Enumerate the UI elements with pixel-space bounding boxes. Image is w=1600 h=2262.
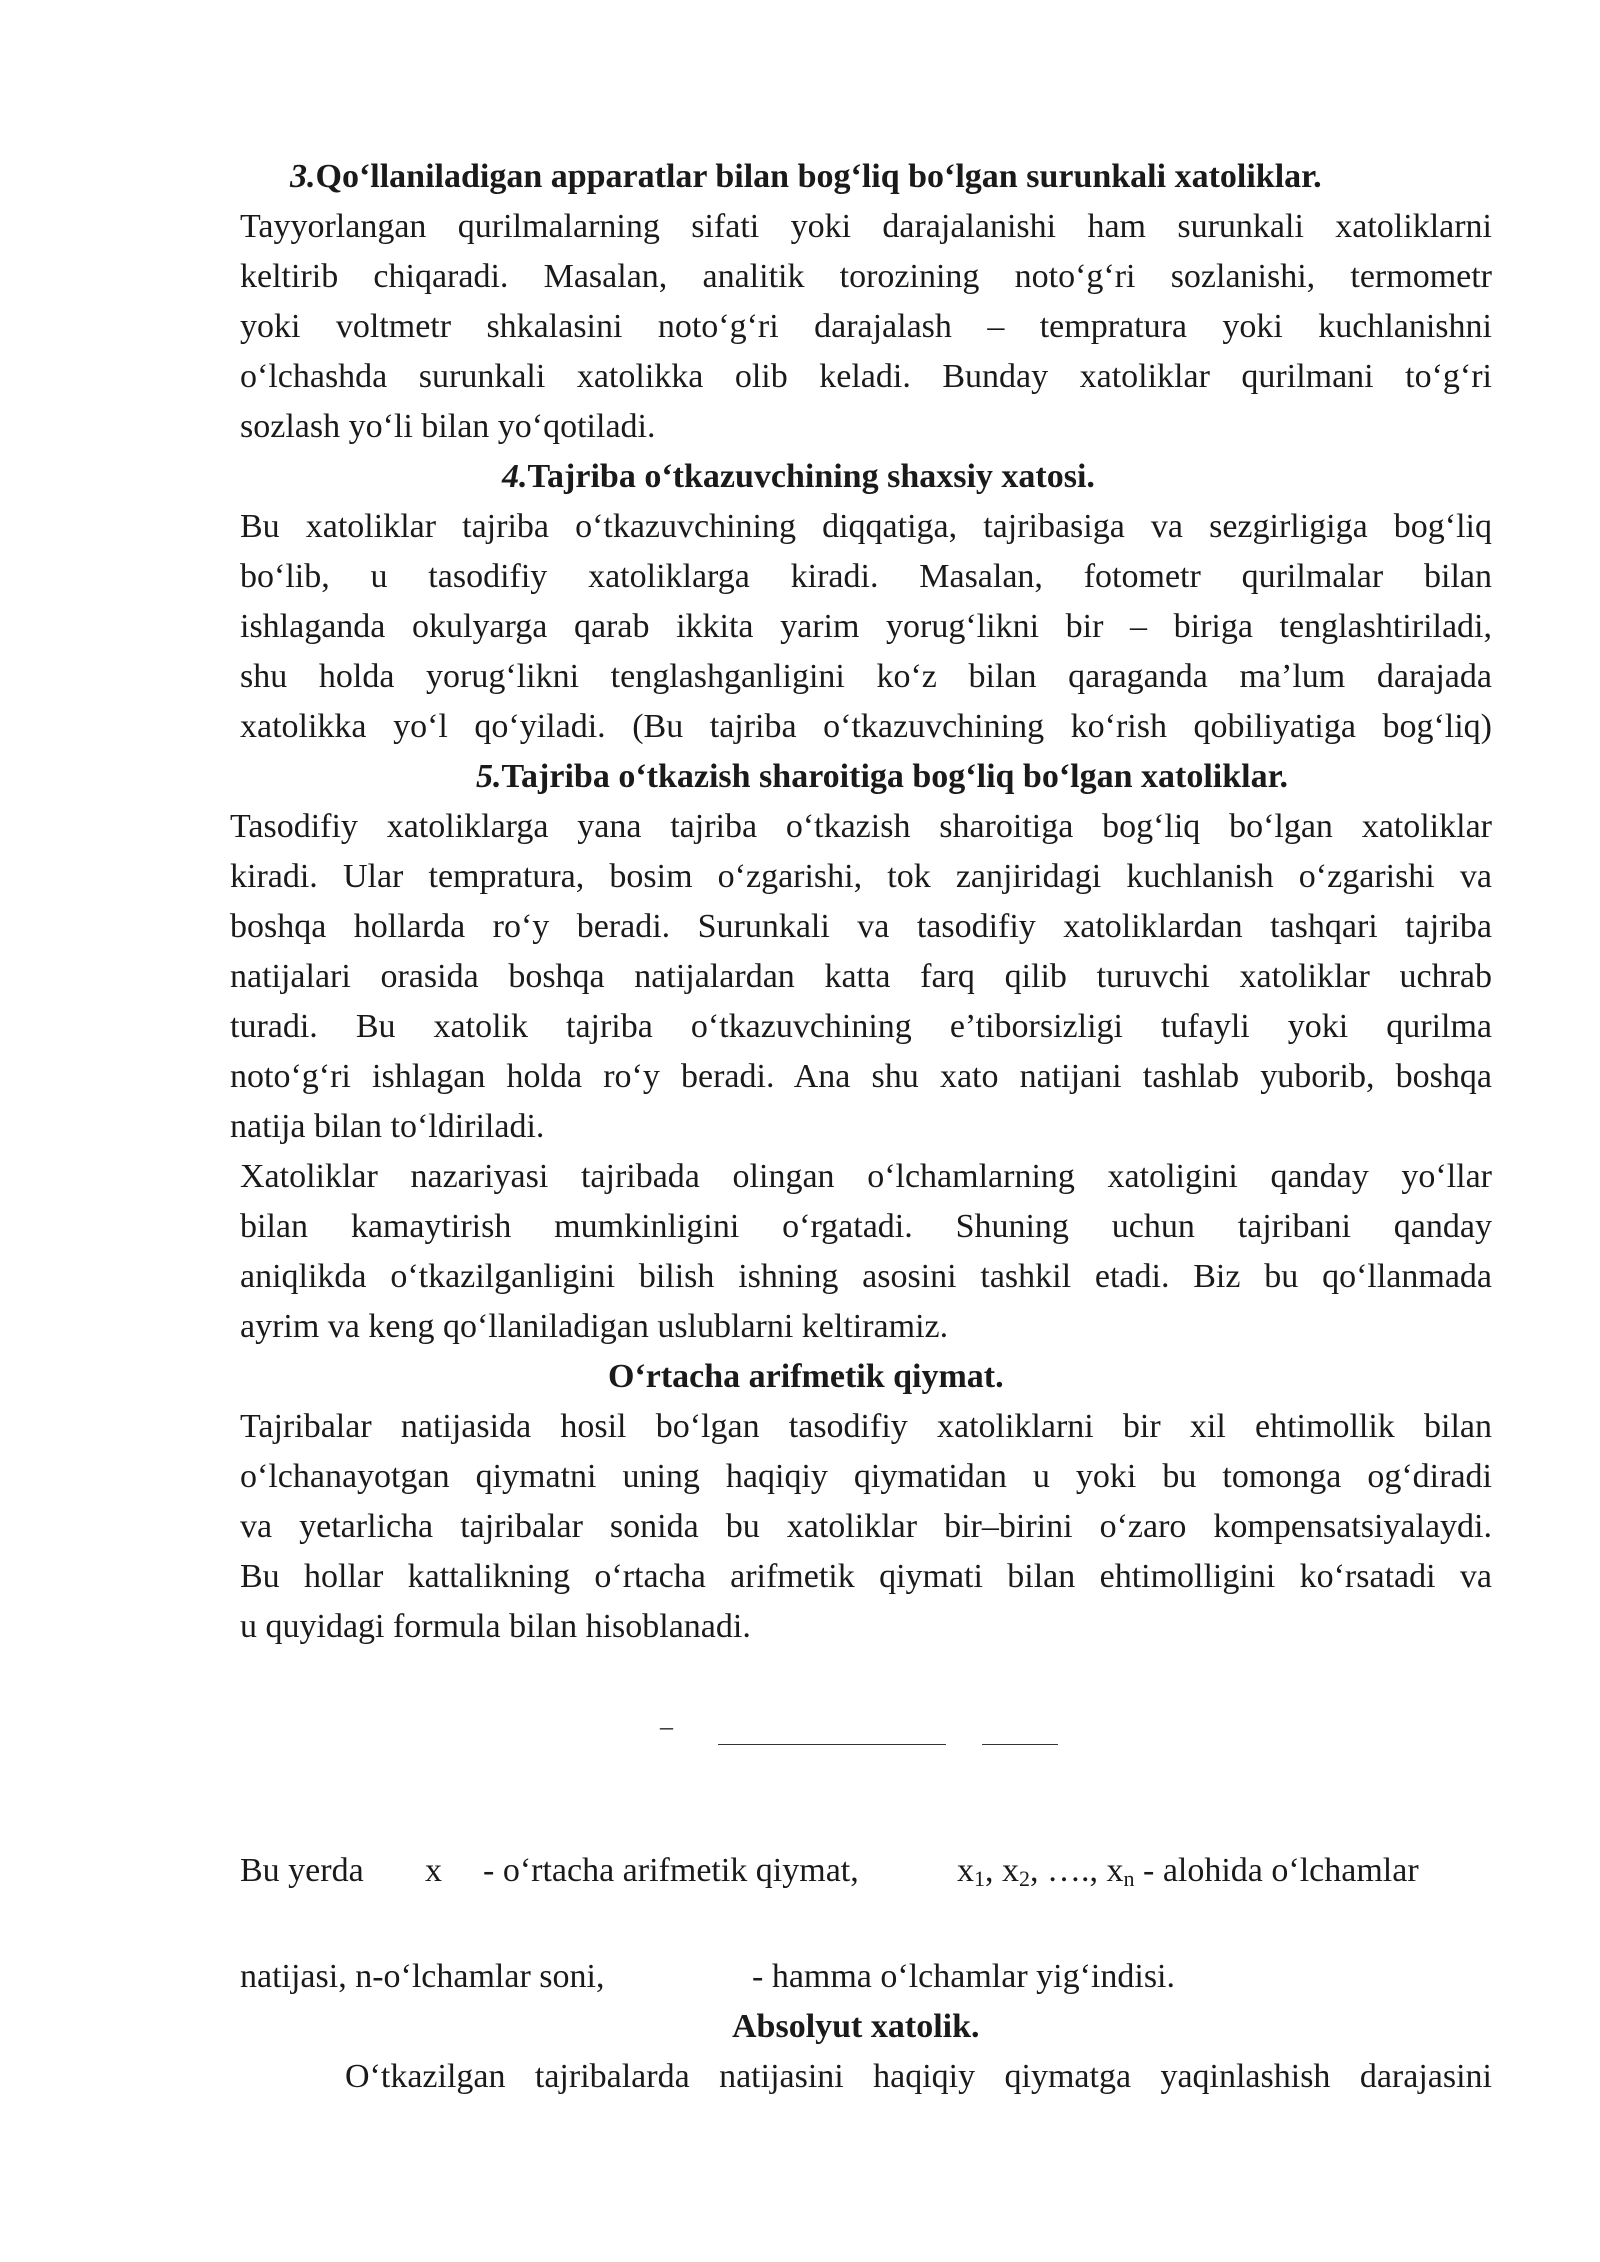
section-3-paragraph: [240, 202, 1492, 452]
paragraph-line: o‘lchashda surunkali xatolikka olib keladi. Bunday xatoliklar qurilmani to‘g‘ri: [240, 358, 1492, 395]
paragraph-line: turadi. Bu xatolik tajriba o‘tkazuvchining e’tiborsizligi tufayli yoki qurilma: [230, 1008, 1492, 1045]
paragraph-line: yoki voltmetr shkalasini noto‘g‘ri darajalash – tempratura yoki kuchlanishni: [240, 308, 1492, 345]
mean-heading: [608, 1352, 1004, 1402]
paragraph-line: Tayyorlangan qurilmalarning sifati yoki darajalanishi ham surunkali xatoliklarni: [240, 208, 1492, 245]
absolute-first-line: [345, 2052, 1492, 2102]
section-4-heading: [502, 452, 1095, 502]
explanation-text: - alohida o‘lchamlar: [1134, 1852, 1419, 1889]
section-4-paragraph: [240, 502, 1492, 752]
section-4-number: 4.: [502, 458, 528, 495]
paragraph-line: bilan kamaytirish mumkinligini o‘rgatadi. Shuning uchun tajribani qanday: [240, 1208, 1492, 1245]
paragraph-line: Bu xatoliklar tajriba o‘tkazuvchining diqqatiga, tajribasiga va sezgirligiga bog‘liq: [240, 508, 1492, 545]
paragraph-line: Bu hollar kattalikning o‘rtacha arifmetik qiymati bilan ehtimolligini ko‘rsatadi va: [240, 1558, 1492, 1595]
paragraph-line: xatolikka yo‘l qo‘yiladi. (Bu tajriba o‘tkazuvchining ko‘rish qobiliyatiga bog‘liq): [240, 708, 1492, 745]
paragraph-line: u quyidagi formula bilan hisoblanadi.: [240, 1608, 751, 1645]
section-5-number: 5.: [476, 758, 502, 795]
explanation-line-2b: [752, 1952, 1175, 2002]
x-variable: , x: [985, 1852, 1019, 1889]
section-5-paragraph: [230, 802, 1492, 1152]
x-variable: x: [957, 1852, 974, 1889]
paragraph-line: bo‘lib, u tasodifiy xatoliklarga kiradi. Masalan, fotometr qurilmalar bilan: [240, 558, 1492, 595]
paragraph-line: natijalari orasida boshqa natijalardan katta farq qilib turuvchi xatoliklar uchrab: [230, 958, 1492, 995]
paragraph-line: noto‘g‘ri ishlagan holda ro‘y beradi. Ana shu xato natijani tashlab yuborib, boshqa: [230, 1058, 1492, 1095]
formula-dash: [660, 1702, 673, 1752]
section-5-heading: [476, 752, 1288, 802]
paragraph-line: natija bilan to‘ldiriladi.: [230, 1108, 545, 1145]
paragraph-line: sozlash yo‘li bilan yo‘qotiladi.: [240, 408, 656, 445]
section-4-title: Tajriba o‘tkazuvchining shaxsiy xatosi.: [527, 458, 1095, 495]
paragraph-line: shu holda yorug‘likni tenglashganligini ko‘z bilan qaraganda ma’lum darajada: [240, 658, 1492, 695]
section-3-number: 3.: [290, 158, 316, 195]
section-3-title: Qo‘llaniladigan apparatlar bilan bog‘liq bo‘lgan surunkali xatoliklar.: [315, 158, 1322, 195]
x-variable: , …., x: [1030, 1852, 1124, 1889]
absolute-heading: [732, 2002, 980, 2052]
paragraph-line: va yetarlicha tajribalar sonida bu xatoliklar bir–birini o‘zaro kompensatsiyalaydi.: [240, 1508, 1492, 1545]
subscript: 2: [1019, 1866, 1030, 1891]
measurement-series: [957, 1846, 1419, 1904]
formula-fraction-bar: [718, 1744, 946, 1745]
explanation-text: - hamma o‘lchamlar yig‘indisi.: [752, 1958, 1175, 1995]
section-5-title: Tajriba o‘tkazish sharoitiga bog‘liq bo‘lgan xatoliklar.: [501, 758, 1289, 795]
theory-paragraph: [240, 1152, 1492, 1352]
paragraph-line: ayrim va keng qo‘llaniladigan uslublarni keltiramiz.: [240, 1308, 949, 1345]
paragraph-line: boshqa hollarda ro‘y beradi. Surunkali va tasodifiy xatoliklardan tashqari tajriba: [230, 908, 1492, 945]
section-3-heading: [290, 152, 1322, 202]
formula-dash-text: –: [660, 1712, 673, 1741]
absolute-title: Absolyut xatolik.: [732, 2008, 980, 2045]
explanation-text: Bu yerda: [240, 1852, 364, 1889]
paragraph-line: Tasodifiy xatoliklarga yana tajriba o‘tkazish sharoitiga bog‘liq bo‘lgan xatoliklar: [230, 808, 1492, 845]
subscript: 1: [974, 1866, 985, 1891]
mean-paragraph: [240, 1402, 1492, 1652]
explanation-line-2a: [240, 1952, 604, 2002]
explanation-text: - o‘rtacha arifmetik qiymat,: [483, 1852, 859, 1889]
explanation-text: natijasi, n-o‘lchamlar soni,: [240, 1958, 605, 1995]
paragraph-line: aniqlikda o‘tkazilganligini bilish ishning asosini tashkil etadi. Biz bu qo‘llanmada: [240, 1258, 1492, 1295]
mean-variable: x: [425, 1852, 442, 1889]
paragraph-line: O‘tkazilgan tajribalarda natijasini haqiqiy qiymatga yaqinlashish darajasini: [345, 2058, 1492, 2095]
paragraph-line: Tajribalar natijasida hosil bo‘lgan tasodifiy xatoliklarni bir xil ehtimollik bilan: [240, 1408, 1492, 1445]
paragraph-line: o‘lchanayotgan qiymatni uning haqiqiy qiymatidan u yoki bu tomonga og‘diradi: [240, 1458, 1492, 1495]
formula-overbar: [982, 1744, 1058, 1745]
subscript: n: [1123, 1866, 1135, 1891]
paragraph-line: ishlaganda okulyarga qarab ikkita yarim yorug‘likni bir – biriga tenglashtiriladi,: [240, 608, 1492, 645]
paragraph-line: kiradi. Ular tempratura, bosim o‘zgarishi, tok zanjiridagi kuchlanish o‘zgarishi va: [230, 858, 1492, 895]
paragraph-line: keltirib chiqaradi. Masalan, analitik torozining noto‘g‘ri sozlanishi, termometr: [240, 258, 1492, 295]
paragraph-line: Xatoliklar nazariyasi tajribada olingan o‘lchamlarning xatoligini qanday yo‘llar: [240, 1158, 1492, 1195]
mean-title: O‘rtacha arifmetik qiymat.: [608, 1358, 1004, 1395]
